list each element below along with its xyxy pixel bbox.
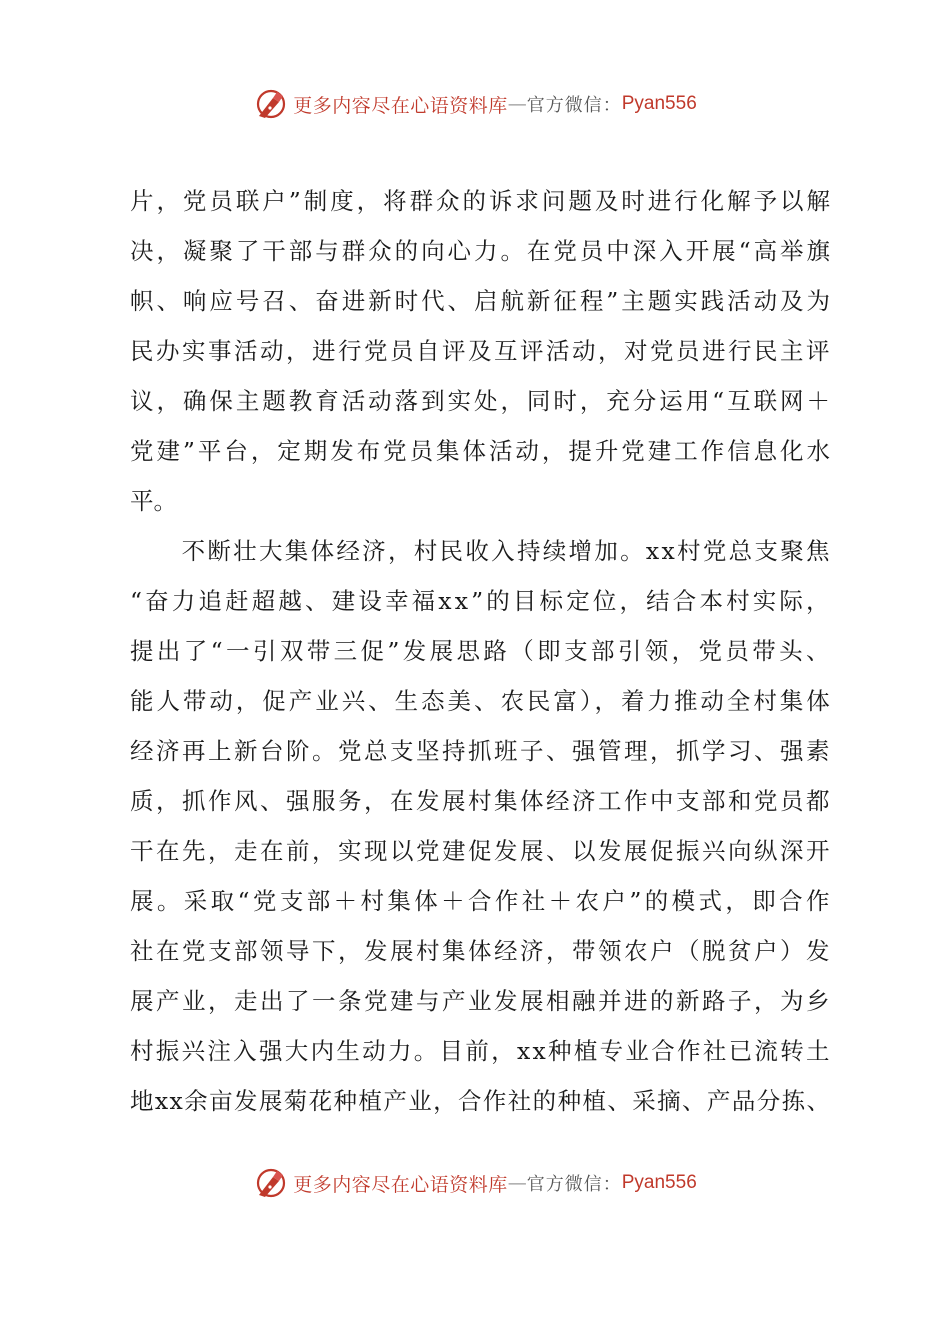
footer-banner xyxy=(0,1163,950,1203)
pen-nib-logo-icon xyxy=(253,86,289,122)
text-line: 议，确保主题教育活动落到实处，同时，充分运用“互联网＋ xyxy=(130,387,833,415)
text-line: 地xx余亩发展菊花种植产业，合作社的种植、采摘、产品分拣、 xyxy=(130,1087,832,1115)
banner-main-text: 更多内容尽在心语资料库 xyxy=(293,94,508,117)
text-line: 干在先，走在前，实现以党建促发展、以发展促振兴向纵深开 xyxy=(130,837,832,865)
text-line: “奋力追赶超越、建设幸福xx”的目标定位，结合本村实际， xyxy=(130,587,833,615)
text-line: 能人带动，促产业兴、生态美、农民富），着力推动全村集体 xyxy=(130,687,833,715)
text-line: 展。采取“党支部＋村集体＋合作社＋农户”的模式，即合作 xyxy=(130,887,833,915)
banner-wechat-id: Pyan556 xyxy=(621,93,697,114)
banner-dash: — xyxy=(507,1172,527,1194)
banner-wechat-id: Pyan556 xyxy=(621,1172,697,1193)
banner-sub-text: 官方微信： xyxy=(526,1174,622,1195)
banner-main-text: 更多内容尽在心语资料库 xyxy=(293,1173,508,1196)
text-line: 帜、响应号召、奋进新时代、启航新征程”主题实践活动及为 xyxy=(130,287,833,315)
text-line: 提出了“一引双带三促”发展思路（即支部引领，党员带头、 xyxy=(130,637,833,665)
text-line: 不断壮大集体经济，村民收入持续增加。xx村党总支聚焦 xyxy=(130,537,832,565)
text-line: 片，党员联户”制度，将群众的诉求问题及时进行化解予以解 xyxy=(130,187,833,215)
text-line: 社在党支部领导下，发展村集体经济，带领农户（脱贫户）发 xyxy=(130,937,832,965)
banner-dash: — xyxy=(507,93,527,115)
header-banner xyxy=(0,84,950,124)
text-line: 决，凝聚了干部与群众的向心力。在党员中深入开展“高举旗 xyxy=(130,237,833,265)
banner-sub-text: 官方微信： xyxy=(526,95,622,116)
text-line: 平。 xyxy=(130,487,177,515)
text-line: 展产业，走出了一条党建与产业发展相融并进的新路子，为乡 xyxy=(130,987,832,1015)
text-line: 质，抓作风、强服务，在发展村集体经济工作中支部和党员都 xyxy=(130,787,832,815)
text-line: 党建”平台，定期发布党员集体活动，提升党建工作信息化水 xyxy=(130,437,833,465)
text-line: 经济再上新台阶。党总支坚持抓班子、强管理，抓学习、强素 xyxy=(130,737,832,765)
pen-nib-logo-icon xyxy=(253,1165,289,1201)
document-body xyxy=(130,176,833,1126)
text-line: 民办实事活动，进行党员自评及互评活动，对党员进行民主评 xyxy=(130,337,832,365)
text-line: 村振兴注入强大内生动力。目前，xx种植专业合作社已流转土 xyxy=(130,1037,832,1065)
